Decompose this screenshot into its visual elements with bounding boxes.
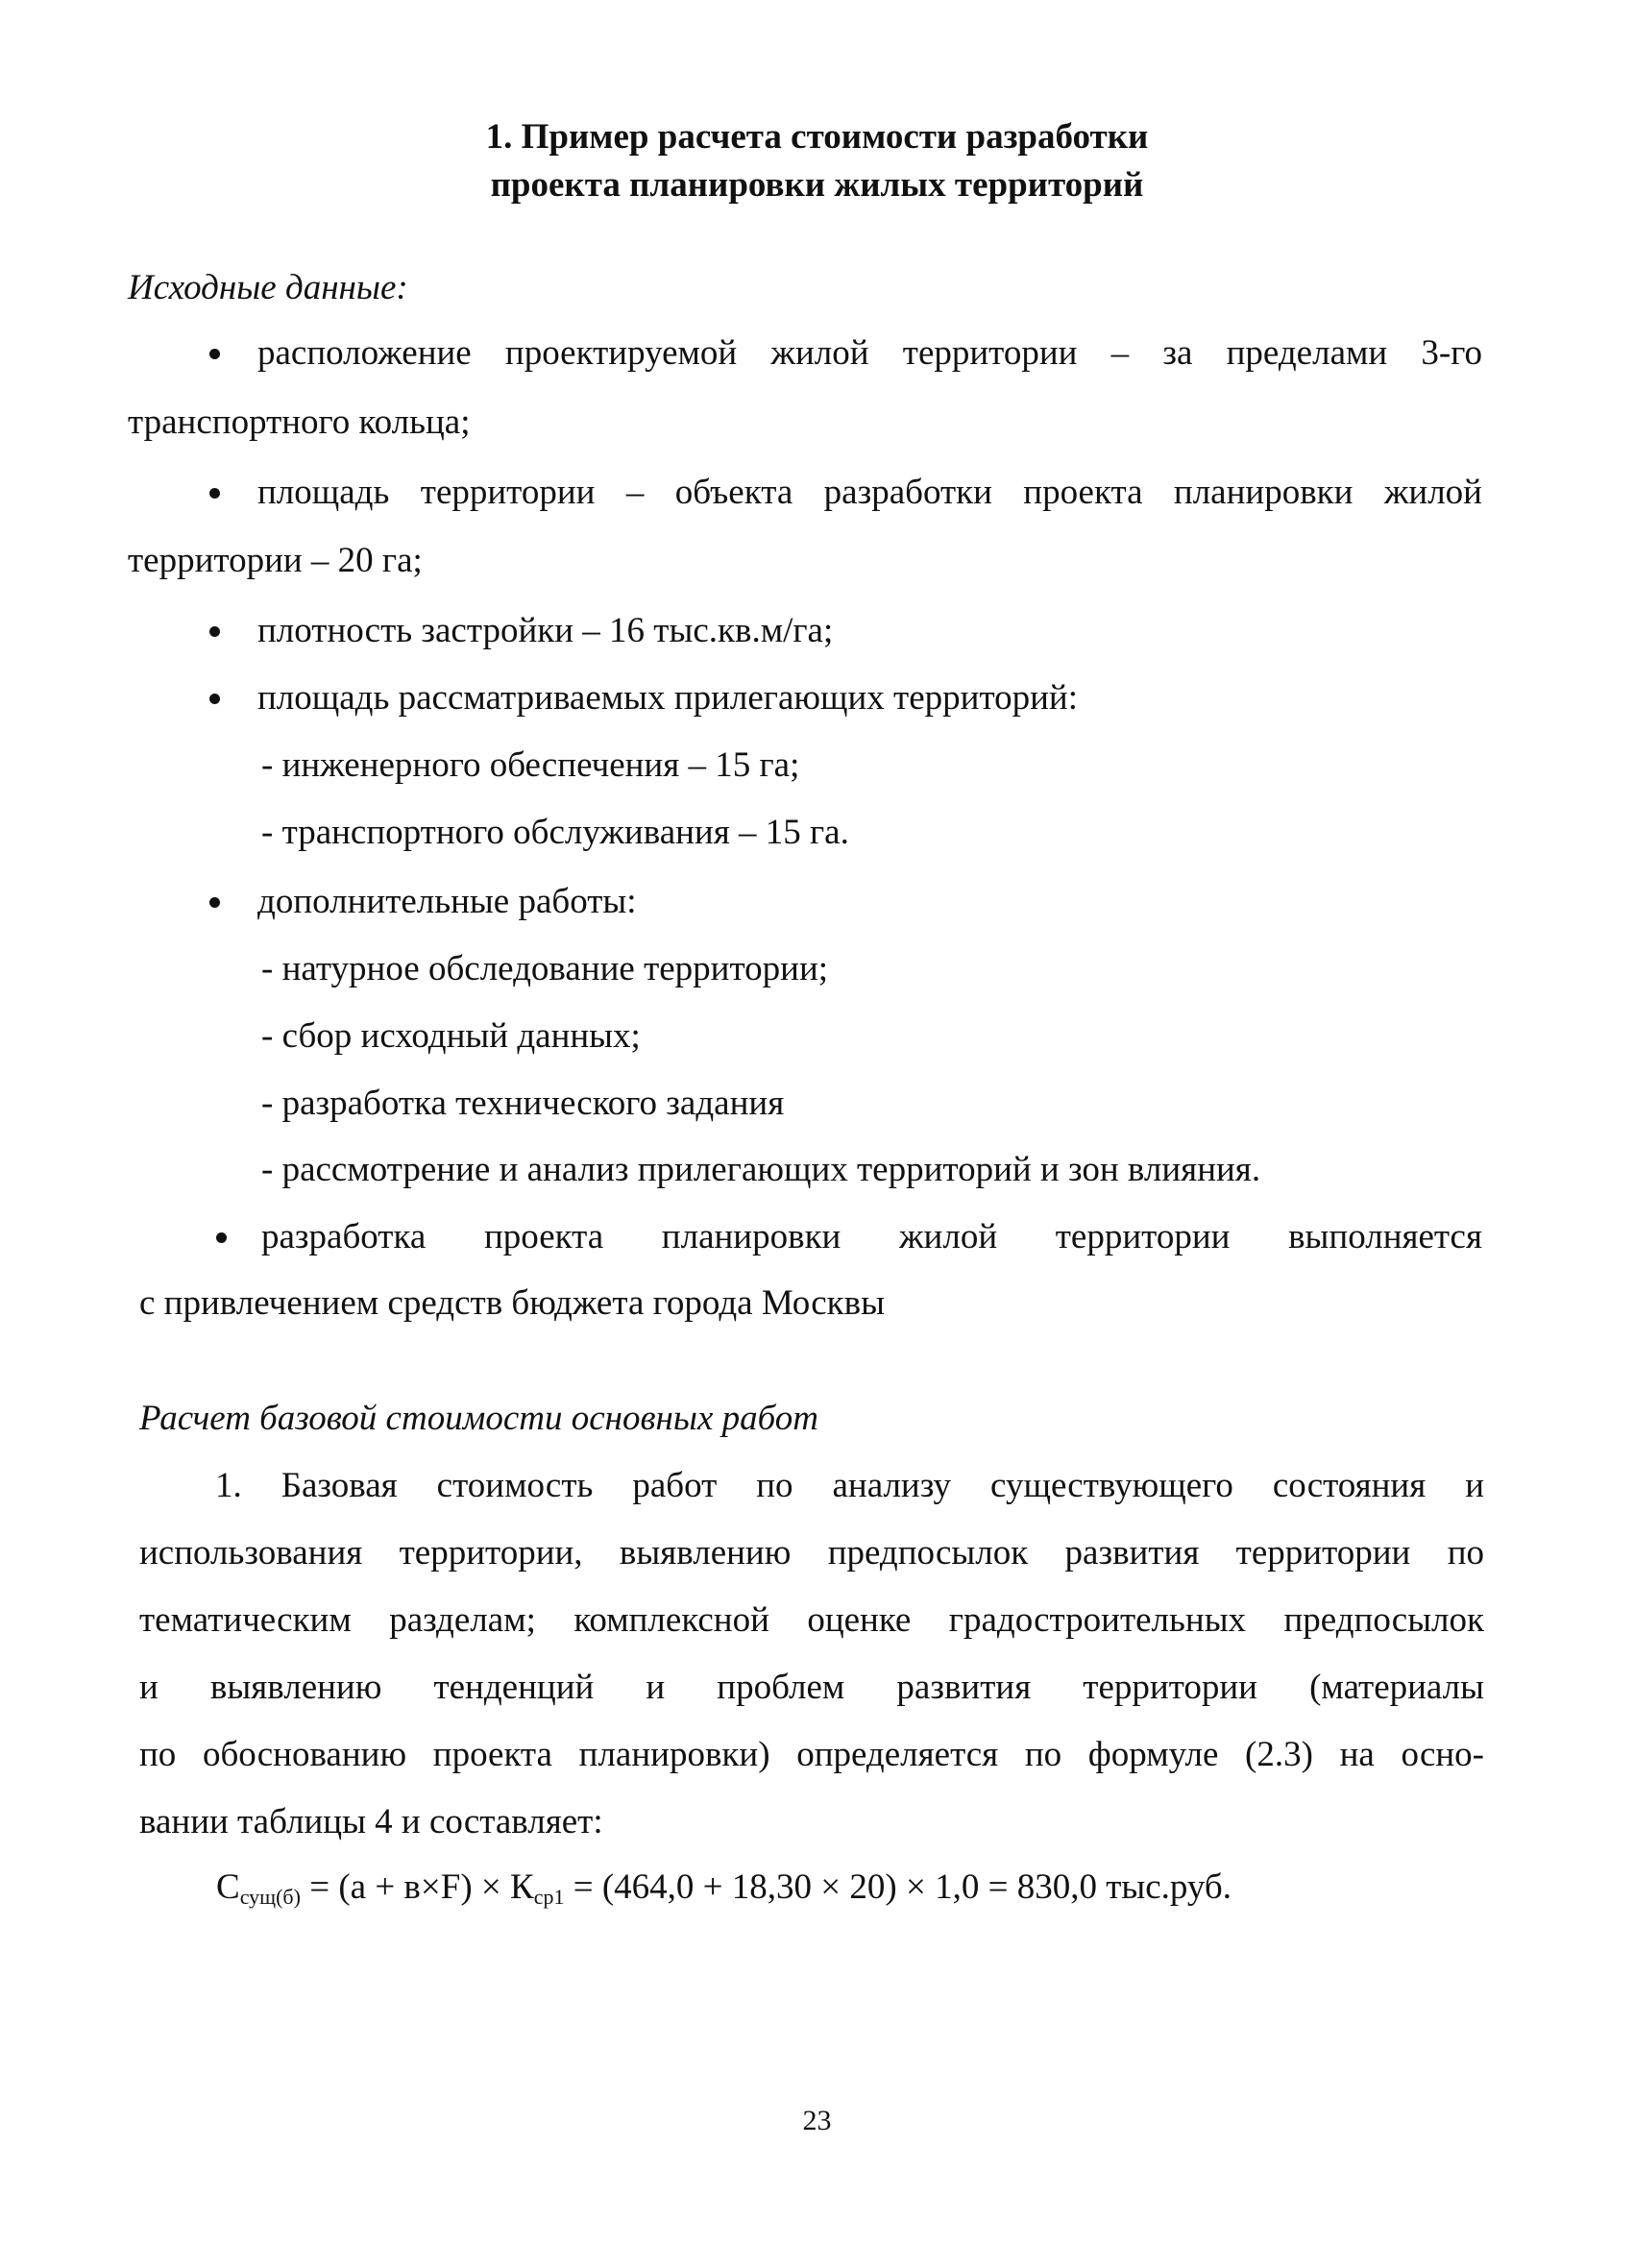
bullet-1-line-1: расположение проектируемой жилой территории – за пределами 3-го <box>257 333 1482 373</box>
bullet-2-line-1: площадь территории – объекта разработки проекта планировки жилой <box>257 473 1482 512</box>
paragraph-line-5: по обоснованию проекта планировки) определяется по формуле (2.3) на осно- <box>139 1735 1484 1774</box>
bullet-5-sub-4: - рассмотрение и анализ прилегающих территорий и зон влияния. <box>261 1150 1261 1189</box>
bullet-4-sub-2: - транспортного обслуживания – 15 га. <box>261 813 849 852</box>
bullet-icon <box>209 897 220 908</box>
page-title-line-1: 1. Пример расчета стоимости разработки <box>485 117 1149 157</box>
bullet-6-line-2: с привлечением средств бюджета города Москвы <box>139 1283 885 1323</box>
page-title-line-2: проекта планировки жилых территорий <box>490 165 1144 205</box>
paragraph-line-1: 1. Базовая стоимость работ по анализу существующего состояния и <box>215 1466 1484 1505</box>
formula-middle: = (а + в×F) × К <box>300 1867 534 1907</box>
bullet-icon <box>209 488 220 499</box>
bullet-4-text: площадь рассматриваемых прилегающих территорий: <box>257 678 1079 718</box>
formula-result: = (464,0 + 18,30 × 20) × 1,0 = 830,0 тыс.руб. <box>564 1867 1232 1907</box>
bullet-5-sub-3: - разработка технического задания <box>261 1084 785 1123</box>
paragraph-line-4: и выявлению тенденций и проблем развития территории (материалы <box>139 1668 1484 1707</box>
bullet-2-line-2: территории – 20 га; <box>128 541 423 580</box>
bullet-4-sub-1: - инженерного обеспечения – 15 га; <box>261 745 800 785</box>
initial-data-heading: Исходные данные: <box>128 268 408 307</box>
bullet-icon <box>209 626 220 637</box>
paragraph-line-3: тематическим разделам; комплексной оценке градостроительных предпосылок <box>139 1600 1484 1640</box>
bullet-icon <box>216 1232 227 1243</box>
paragraph-line-6: вании таблицы 4 и составляет: <box>139 1802 603 1841</box>
bullet-6-line-1: разработка проекта планировки жилой территории выполняется <box>261 1217 1482 1256</box>
bullet-icon <box>209 694 220 704</box>
base-cost-heading: Расчет базовой стоимости основных работ <box>139 1399 818 1438</box>
bullet-1-line-2: транспортного кольца; <box>128 402 471 442</box>
page-number: 23 <box>802 2105 832 2136</box>
bullet-5-sub-1: - натурное обследование территории; <box>261 949 829 988</box>
cost-formula <box>216 1864 1232 1921</box>
bullet-icon <box>209 349 220 359</box>
bullet-5-sub-2: - сбор исходный данных; <box>261 1016 641 1056</box>
bullet-3-text: плотность застройки – 16 тыс.кв.м/га; <box>257 611 834 650</box>
formula-c-symbol: С <box>216 1867 240 1907</box>
paragraph-line-2: использования территории, выявлению предпосылок развития территории по <box>139 1533 1484 1573</box>
formula-c-subscript: сущ(б) <box>239 1885 301 1909</box>
bullet-5-text: дополнительные работы: <box>257 882 637 921</box>
formula-k-subscript: ср1 <box>533 1885 565 1909</box>
